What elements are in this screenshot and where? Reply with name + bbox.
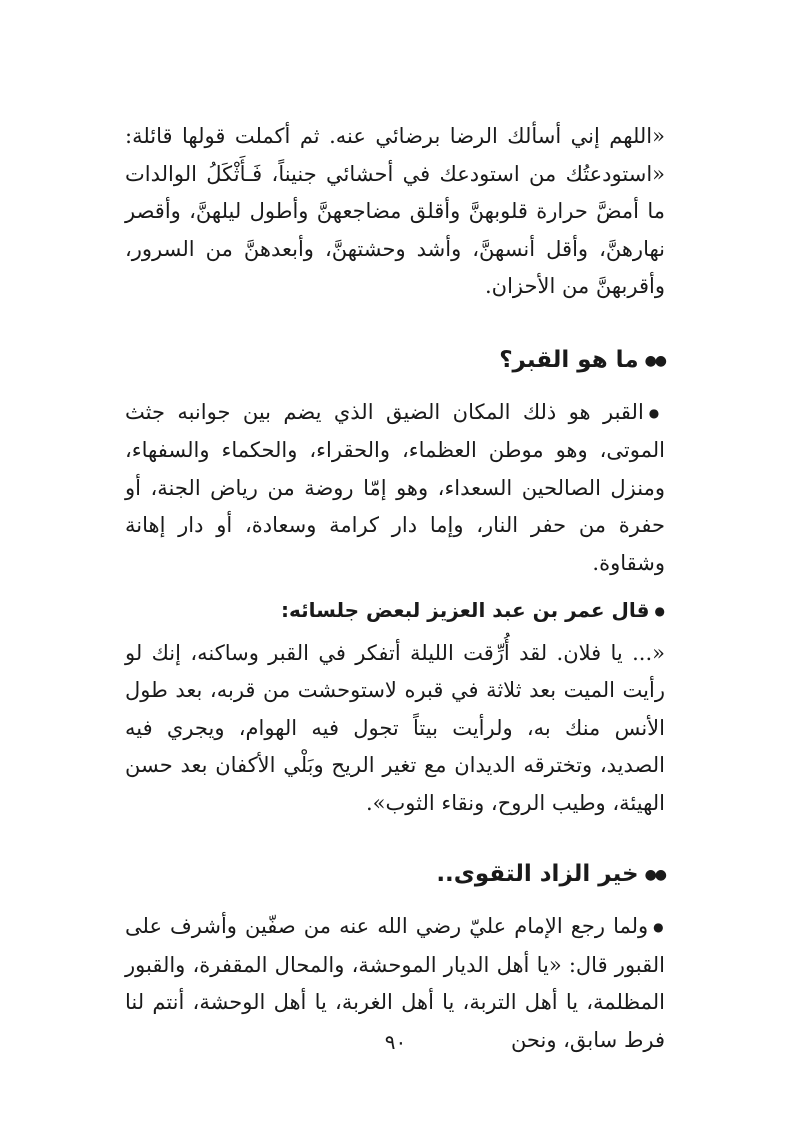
paragraph-mother-farewell: «اللهم إني أسألك الرضا برضائي عنه. ثم أكملت قولها قائلة: «استودعتُك من استودعك في أحشائي جنيناً، فَـأَثْكَلُ الوالدات ما أمضَّ حرارة قلوبهنَّ وأقلق مضاجعهنَّ وأطول ليلهنَّ، وأقصر نهارهنَّ، وأقل أنسهنَّ، وأشد وحشتهنَّ، وأبعدهنَّ من السرور، وأقربهنَّ من الأحزان.: [125, 124, 665, 298]
paragraph-bullet-icon: ●: [653, 920, 665, 934]
paragraph-text: القبر هو ذلك المكان الضيق الذي يضم بين جوانبه جثث الموتى، وهو موطن العظماء، والحقراء، والحكماء والسفهاء، ومنزل الصالحين السعداء، وهو إمّا روضة من رياض الجنة، أو حفرة من حفر النار، وإما دار كرامة وسعادة، أو دار إهانة وشقاوة.: [125, 399, 665, 575]
subheading-umar-quote: [125, 592, 665, 631]
heading-bullet-icon: ●●: [644, 867, 665, 883]
paragraph-text: ولما رجع الإمام عليّ رضي الله عنه من صفّين وأشرف على القبور قال: «يا أهل الديار الموحشة، والمحال المقفرة، والقبور المظلمة، يا أهل التربة، يا أهل الغربة، يا أهل الوحشة، أنتم لنا فرط سابق، ونحن: [125, 914, 665, 1052]
paragraph-grave-definition: [125, 394, 665, 583]
paragraph-bullet-icon: ●: [648, 405, 665, 420]
section-heading-what-is-grave: [125, 340, 665, 380]
subheading-text: قال عمر بن عبد العزيز لبعض جلسائه:: [281, 598, 650, 622]
section-heading-best-provision: [125, 854, 665, 894]
section-heading-text: خير الزاد التقوى..: [436, 861, 639, 887]
section-heading-text: ما هو القبر؟: [499, 346, 639, 373]
page-number: ٩٠: [384, 1030, 407, 1054]
page-body: [125, 118, 665, 1059]
paragraph-umar-quote: «... يا فلان. لقد أُرِّقت الليلة أتفكر في القبر وساكنه، إنك لو رأيت الميت بعد ثلاثة في قبره لاستوحشت من قربه، بعد طول الأنس منك به، ولرأيت بيتاً تجول فيه الهوام، ويجري فيه الصديد، وتخترقه الديدان مع تغير الريح وبَلْي الأكفان بعد حسن الهيئة، وطيب الروح، ونقاء الثوب».: [125, 640, 666, 815]
subheading-bullet-icon: ●: [654, 604, 665, 618]
heading-bullet-icon: ●●: [644, 352, 665, 369]
